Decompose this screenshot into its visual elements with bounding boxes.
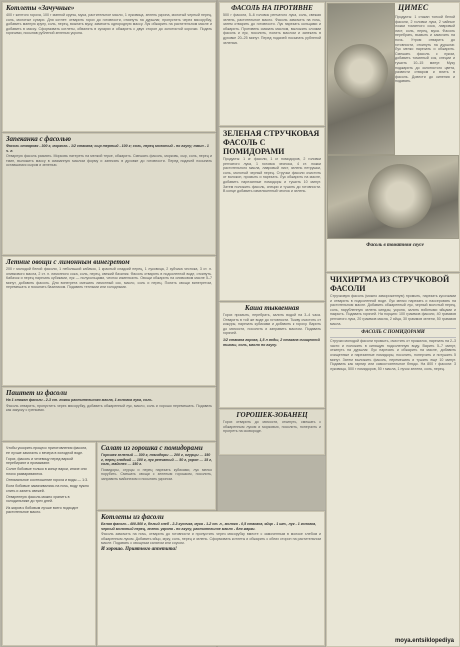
article-title: Паштет из фасоли bbox=[6, 389, 67, 397]
article-body: Фасоль отварить, пропустить через мясорубку, добавить обжаренный лук, масло, соль и хорошо перемешать. Подавать как закуску с гренками. bbox=[6, 403, 212, 413]
article-pashtet bbox=[2, 387, 216, 441]
plate-image bbox=[334, 44, 388, 98]
watermark: moya.entsiklopediya bbox=[394, 638, 454, 644]
article-body: 200 г молодой белой фасоли, 1 небольшой кабачок, 1 красный сладкий перец, 1 луковица, 2 зубчика чеснока, 3 ст. л. оливкового масла, 2 ст. л. лимонного сока, соль, перец, свежий базилик. Фасоль отварить в подсоленной воде, откинуть. Кабачок и перец нарезать кубиками, лук — полукольцами, чеснок измельчить. Овощи обжарить на оливковом масле 5–7 минут, добавить фасоль. Для винегрета смешать лимонный сок, масло, соль и перец. Полить овощи винегретом, перемешать и посыпать базиликом. Подавать теплыми или холодными. bbox=[6, 267, 212, 290]
article-title: Запеканка с фасолью bbox=[6, 135, 71, 143]
article-title: ФАСОЛЬ НА ПРОТИВНЕ bbox=[231, 4, 313, 12]
article-fasol-protiven bbox=[219, 2, 325, 126]
food-photo bbox=[327, 3, 395, 155]
article-body: Продукты: 1 кг фасоли, 1 кг помидоров, 2 головки репчатого лука, 1 головка чеснока, 4 ст. ложки растительного масла, лавровый лист, зелень петрушки, соль, молотый черный перец. Стручки фасоли очистить от волокон, промыть и нарезать. Лук обжарить на масле, добавить нарезанные помидоры и тушить 10 минут. Затем положить фасоль, специи и тушить до готовности. В конце добавить измельченный чеснок и зелень. bbox=[223, 157, 321, 194]
article-title: Котлеты из фасоли bbox=[101, 513, 164, 521]
article-title: ГОРОШЕК-ЗОБАНЕЦ bbox=[236, 411, 308, 419]
tip-item: Отваренную фасоль можно хранить в холодильнике до трех дней. bbox=[6, 494, 70, 504]
article-body: Продукты: 1 стакан тонкой белой фасоли, 2 головки лука, 2 чайные ложки томатного сока, лавровый лист, соль, перец, мука. Фасоль перебрать, вымыть и замочить на ночь. Утром отварить до готовности, откинуть на дуршлаг. Лук мелко нарезать и обжарить. Смешать фасоль с луком, добавить томатный сок, специи и тушить 10–15 минут. Муку поджарить до золотистого цвета, развести отваром и влить в фасоль. Довести до кипения и подавать. bbox=[395, 15, 455, 84]
article-body: Горох промыть, перебрать, залить водой на 3–4 часа. Отварить в той же воде до готовности. Тыкву очистить от кожуры, нарезать кубиками и добавить к гороху. Варить до мягкости, посолить и заправить маслом. Подавать горячей. bbox=[223, 313, 321, 336]
section-caption: ФАСОЛЬ С ПОМИДОРАМИ bbox=[330, 328, 456, 338]
article-zapekanka bbox=[2, 133, 216, 255]
photo-caption: Фасоль в томатном соусе bbox=[366, 243, 424, 248]
article-footer: И хорошо. Приятного аппетита! bbox=[101, 546, 177, 552]
plate-image bbox=[368, 164, 432, 228]
article-body: Стручки молодой фасоли промыть, очистить от прожилок, нарезать на 2–3 части и положить в кипящую подсоленную воду. Варить 5–7 минут, откинуть на дуршлаг. Лук нарезать и обжарить на масле, добавить очищенные и нарезанные помидоры, посолить, поперчить и потушить 5 минут. Затем выложить фасоль, перемешать и тушить еще 10 минут. Подавать как гарнир или самостоятельное блюдо. На 800 г фасоли: 3 луковицы, 500 г помидоров, 50 г масла, 1 пучок зелени, соль, перец. bbox=[330, 339, 456, 371]
tip-item: Горох, фасоль и чечевицу перед варкой перебирают и промывают. bbox=[6, 456, 73, 466]
article-body: Стручковую фасоль (можно замороженную) промыть, нарезать кусочками и отварить в подсоленной воде. Лук мелко нарезать и пассеровать на растительном масле. Добавить обжаренный лук, черный молотый перец, соль, нарубленную зелень киндзы, укропа, залить взбитыми яйцами и накрыть. Подавать горячей. На порцию: 100 граммов фасоли, 40 граммов репчатого лука, 20 граммов масла, 2 яйца, 30 граммов зелени, 50 граммов масла. bbox=[330, 294, 456, 326]
article-title: ЗЕЛЕНАЯ СТРУЧКОВАЯ ФАСОЛЬ С ПОМИДОРАМИ bbox=[223, 129, 320, 156]
article-title: Каша тыквенная bbox=[244, 304, 300, 312]
article-letnie bbox=[2, 256, 216, 386]
tip-item: Если бобовые замачивались на ночь, воду нужно слить и залить свежей. bbox=[6, 484, 89, 493]
article-body: Горох отварить до мягкости, откинуть, смешать с обжаренным луком и морковью, посолить, поперчить и прогреть на сковороде. bbox=[223, 420, 321, 434]
article-ingredients: Горошек зеленый — 300 г, помидоры — 200 г, огурцы — 150 г, перец сладкий — 100 г, лук репчатый — 50 г, укроп — 15 г, соль, майонез — 150 г. bbox=[101, 453, 212, 467]
tip-item: Оптимальное соотношение гороха и воды — 1:3. bbox=[6, 478, 89, 483]
article-ingredients: На 1 стакан фасоли - 2-3 ст. ложки растительного масла, 1 головка лука, соль. bbox=[6, 398, 153, 402]
article-body: Отварную фасоль размять. Морковь натереть на мелкой терке, обжарить. Смешать фасоль, морковь, сыр, соль, перец и тмин, выложить массу в смазанную маслом форму и запекать в духовке до готовности. Перед подачей посыпать оставшимся сыром и зеленью. bbox=[6, 154, 212, 168]
article-salat bbox=[97, 442, 216, 510]
article-zelenaya bbox=[219, 127, 325, 301]
article-title: Салат из горошка с помидорами bbox=[101, 444, 203, 452]
article-kotlety bbox=[2, 2, 216, 132]
article-ingredients: 1/2 стакана гороха, 1,5 л воды, 2 стакана очищенной тыквы, соль, масло по вкусу. bbox=[223, 337, 320, 347]
article-body: 500 г фасоли, 5–6 головок репчатого лука, соль, свежая зелень, растительное масло. Фасоль замочить на ночь, затем отварить до готовности. Лук нарезать кольцами и обжарить. Противень смазать маслом, выложить слоями фасоль и лук, посолить, полить маслом и запекать в духовке 20–25 минут. Перед подачей посыпать рубленой зеленью. bbox=[223, 13, 321, 45]
article-gorokh-zobanek bbox=[219, 409, 325, 455]
tip-item: Солят бобовые только в конце варки, иначе они плохо развариваются. bbox=[6, 467, 87, 476]
article-body: Фасоль замочить на ночь, отварить до готовности и пропустить через мясорубку вместе с замоченным в молоке хлебом и обжаренным луком. Добавить яйцо, муку, соль, перец и зелень. Сформовать котлеты и обжарить с обеих сторон на растительном масле. Подавать с овощным салатом или соусом. bbox=[101, 532, 321, 546]
article-ingredients: Фасоль отварная - 300 г, морковь - 1/2 стакана; сыр тертый - 100 г; соль, перец молотый - по вкусу; тмин - 1 ч. л. bbox=[6, 144, 209, 153]
article-ingredients: Белая фасоль - 400-500 г, белый хлеб - 2-3 кусочка, мука - 1-2 ст. л., молоко - 0,5 стакана, яйцо - 1 шт., лук - 1 головка, черный молотый перец, зелень укропа - по вкусу, растительное масло - для жарки. bbox=[101, 522, 317, 531]
article-title: ЧИХИРТМА ИЗ СТРУЧКОВОЙ ФАСОЛИ bbox=[330, 275, 450, 293]
food-photo bbox=[327, 155, 459, 239]
article-tips bbox=[2, 442, 96, 646]
article-title: Котлеты «Зачучные» bbox=[6, 4, 75, 12]
article-title: Летние овощи с лимонным винегретом bbox=[6, 258, 130, 266]
article-body: Помидоры, огурцы и перец нарезать кубиками, лук мелко порубить. Смешать овощи с зеленым горошком, посолить, заправить майонезом и посыпать укропом. bbox=[101, 467, 212, 481]
article-kasha bbox=[219, 302, 325, 408]
article-body: 400 г желтого гороха, 100 г манной крупы, мука, растительное масло, 1 луковица, зелень укропа, молотый черный перец, соль, молотые сухари. Для котлет: отварить горох до готовности, откинуть на дуршлаг, пропустить через мясорубку, добавить манную крупу, соль, перец, всыпать муку, замесить однородную массу. Лук обжарить на растительном масле и добавить в массу. Сформовать котлеты, обвалять в сухарях и обжарить с двух сторон до золотистой корочки. Подать горячими, посыпав рубленой зеленью укропа. bbox=[6, 13, 212, 36]
article-title: ЦИМЕС bbox=[398, 3, 429, 12]
article-kotlety-fasol bbox=[97, 511, 325, 646]
article-cimes bbox=[326, 2, 460, 272]
article-chikhirtma bbox=[326, 273, 460, 647]
tip-item: Чтобы ускорить процесс приготовления фасоли, ее лучше замочить с вечера в холодной воде. bbox=[6, 446, 88, 455]
tips-list bbox=[6, 446, 92, 515]
tip-item: Из жиров к бобовым лучше всего подходит растительное масло. bbox=[6, 505, 79, 515]
